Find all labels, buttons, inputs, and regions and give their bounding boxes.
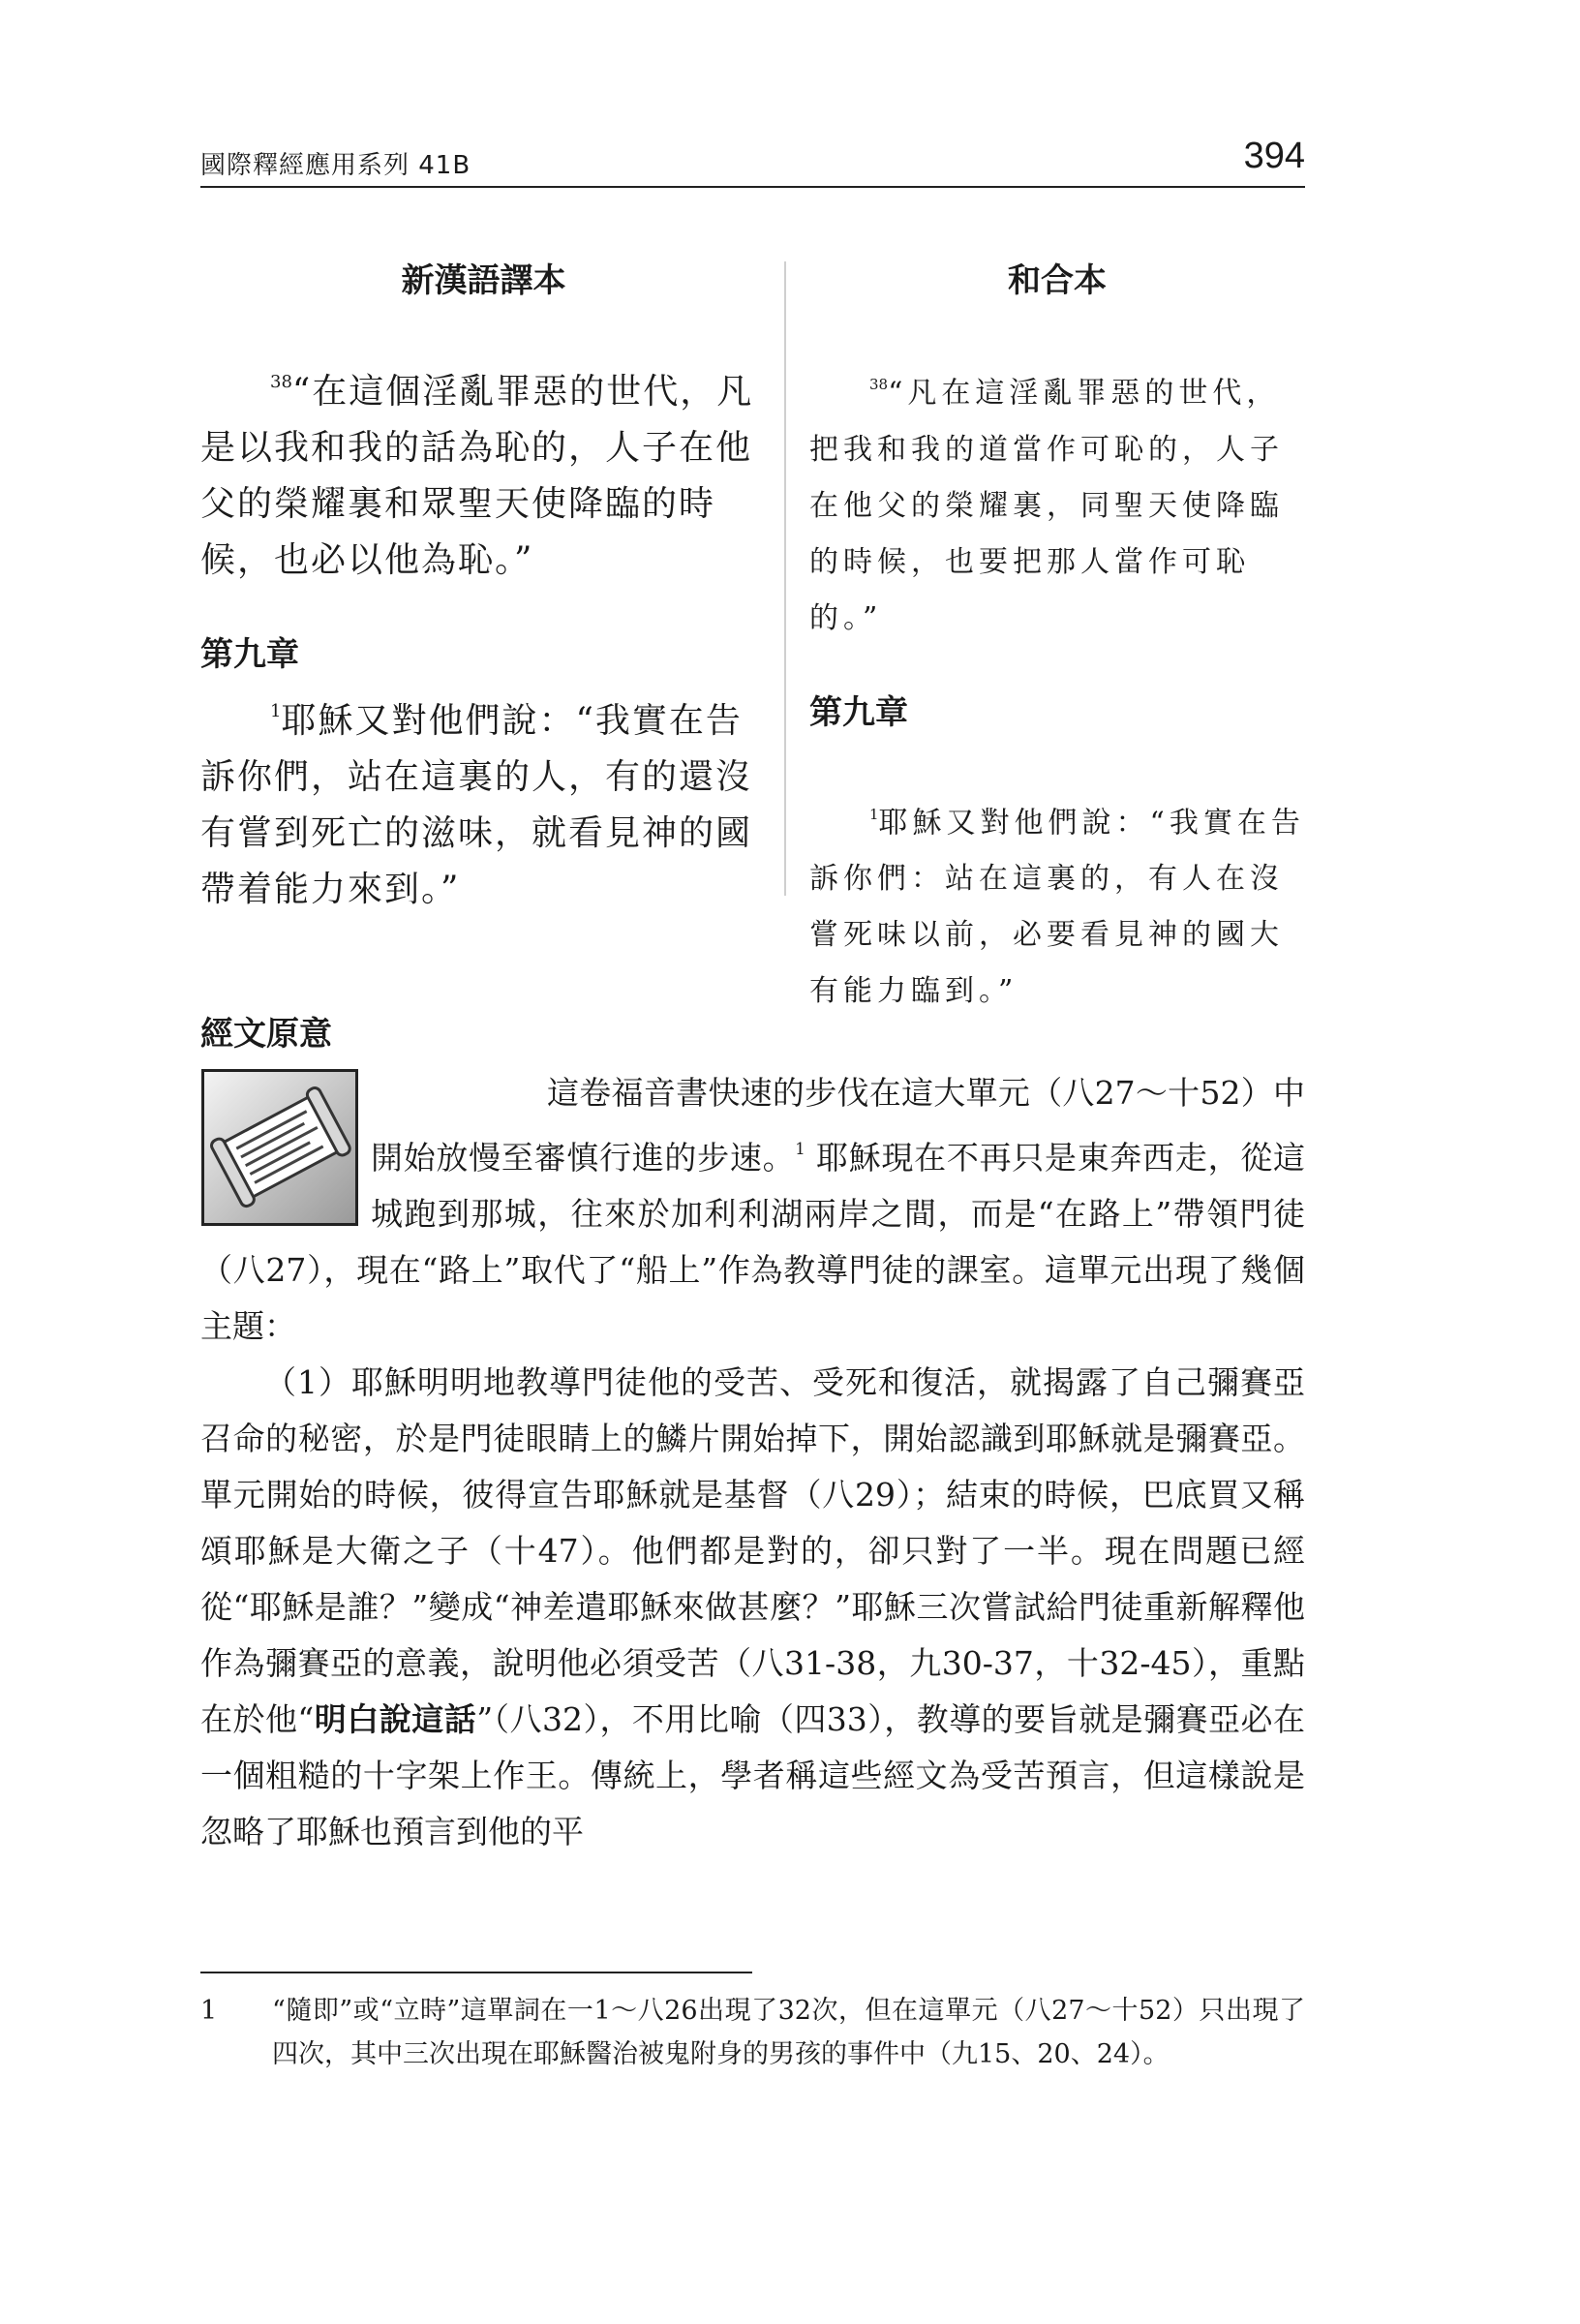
verse-text: “在這個淫亂罪惡的世代，凡是以我和我的話為恥的，人子在他父的榮耀裏和眾聖天使降臨的時候，也必以他為恥。” — [200, 372, 754, 581]
chapter-title: 第九章 — [809, 692, 908, 732]
footnote-number: 1 — [200, 1996, 218, 2026]
version-title: 和合本 — [1008, 261, 1107, 300]
page-number: 394 — [1243, 136, 1305, 176]
paragraph-text: 這卷福音書快速的步伐在這大單元（八27～十52）中開始放慢至審慎行進的步速。 — [371, 1074, 1305, 1177]
series-title: 國際釋經應用系列 41B — [200, 151, 471, 180]
verse-number: 38 — [270, 372, 292, 392]
column-divider — [784, 261, 786, 896]
verse-text: “凡在這淫亂罪惡的世代，把我和我的道當作可恥的，人子在他父的榮耀裏，同聖天使降臨的時候，也要把那人當作可恥的。” — [809, 376, 1284, 635]
paragraph — [200, 1355, 1305, 1860]
verse-text: 耶穌又對他們說：“我實在告訴你們，站在這裏的人，有的還沒有嘗到死亡的滋味，就看見神的國帶着能力來到。” — [200, 701, 753, 910]
icon-float — [200, 1065, 371, 1230]
verse-number: 1 — [869, 805, 879, 823]
column-new-chinese-version — [200, 254, 767, 918]
verse-1 — [809, 786, 1305, 1021]
section-heading: 經文原意 — [200, 1015, 332, 1054]
paragraph-text: （1）耶穌明明地教導門徒他的受苦、受死和復活，就揭露了自己彌賽亞召命的秘密，於是門徒眼睛上的鱗片開始掉下，開始認識到耶穌就是彌賽亞。單元開始的時候，彼得宣告耶穌就是基督（八29）；結束的時候，巴底買又稱頌耶穌是大衛之子（十47）。他們都是對的，卻只對了一半。現在問題已經從“耶穌是誰？”變成“神差遣耶穌來做甚麼？”耶穌三次嘗試給門徒重新解釋他作為彌賽亞的意義，說明他必須受苦（八31-38，九30-37，十32-45），重點在於他“ — [200, 1362, 1305, 1738]
emphasis-text: 明白說這話 — [314, 1699, 477, 1738]
footnote-rule — [200, 1972, 752, 1973]
verse-1 — [200, 684, 767, 918]
column-union-version — [809, 254, 1305, 1020]
verse-text: 耶穌又對他們說：“我實在告訴你們：站在這裏的，有人在沒嘗死味以前，必要看見神的國大有能力臨到。” — [809, 806, 1305, 1008]
footnote — [200, 1989, 1305, 2076]
paragraph-text: 耶穌現在不再只是東奔西走，從這城跑到那城，往來於加利利湖兩岸之間，而是“在路上”帶領門徒（八27），現在“路上”取代了“船上”作為教導門徒的課室。這單元出現了幾個主題： — [200, 1138, 1306, 1345]
footnote-ref: 1 — [795, 1140, 805, 1158]
chapter-title: 第九章 — [200, 635, 299, 675]
verse-38 — [200, 354, 767, 589]
footnote-text: “隨即”或“立時”這單詞在一1～八26出現了32次，但在這單元（八27～十52）只出現了四次，其中三次出現在耶穌醫治被鬼附身的男孩的事件中（九15、20、24）。 — [272, 1996, 1305, 2069]
commentary-body — [200, 1065, 1305, 1860]
verse-number: 38 — [869, 376, 889, 393]
paragraph — [200, 1065, 1305, 1355]
paragraph-text: ”（八32），不用比喻（四33），教導的要旨就是彌賽亞必在一個粗糙的十字架上作王。傳統上，學者稱這些經文為受苦預言，但這樣說是忽略了耶穌也預言到他的平 — [200, 1699, 1305, 1850]
verse-38 — [809, 356, 1305, 647]
version-title: 新漢語譯本 — [401, 261, 566, 300]
running-header — [200, 132, 1305, 188]
verse-number: 1 — [270, 701, 282, 722]
